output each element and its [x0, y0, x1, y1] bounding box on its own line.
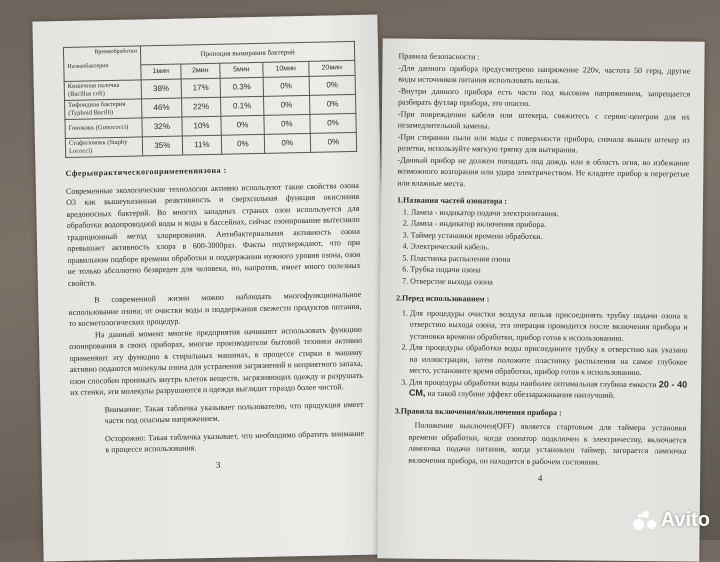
- kill-rate-cell: 0%: [310, 132, 357, 152]
- safety-text: -Для данного прибора предусмотрено напряжение 220v, частота 50 герц, другие виды источников питания использовать нельзя. -Внутри данного прибора есть части под высоким напряжением, запрещается разбирать футляр прибора, это опасно. -При повреждении кабеля или штекера, свяжитесь с сервис-центром для их незамедлительной замены. -При стирании пыли или воды с поверхности прибора, сначала выньте штекер из розетки, используйте мягкую тряпку для вытирания. -Данный прибор не должен попадать под дождь или в область огня, во избежание возможного возгорания или удара электричеством. Не кладите прибор в перегретые или влажные места.: [397, 62, 691, 188]
- onoff-text: Положение выключен(OFF) является стартовым для таймера установки времени обработки, когда озонатор подключен к электричеству, включается лампочка подачи питания, когда установлен таймер, загорается лампочка включения прибора, он находится в рабочем состоянии.: [408, 420, 687, 467]
- kill-rate-cell: 0.3%: [220, 77, 263, 97]
- kill-rate-cell: 0%: [264, 114, 311, 134]
- part-item: 5. Пластинка распыления озона: [410, 252, 688, 266]
- part-item: 6. Трубка подачи озона: [410, 264, 688, 278]
- before-item: 2. Для процедуры обработки воды присоедините трубку к отверстию как указано на иллюстрации, затем положите пластинку распыления на самое глубокое место, установите время обработки, прибор готов к использованию.: [409, 342, 687, 379]
- kill-rate-cell: 38%: [141, 79, 181, 99]
- page-number: 3: [215, 459, 221, 470]
- kill-rate-cell: 10%: [181, 116, 221, 136]
- page-number: 4: [537, 472, 543, 484]
- kill-rate-cell: 0%: [264, 133, 311, 153]
- column-header: 10мин: [262, 61, 308, 77]
- column-header: 1мин: [141, 64, 181, 80]
- kill-rate-cell: 17%: [181, 78, 221, 98]
- column-header: 20мин: [309, 60, 355, 76]
- safety-title: Правила безопасности :: [398, 51, 480, 62]
- warning-note: Внимание: Такая табличка указывает пользователю, что продукция имеет части под опасным напряжением.: [104, 399, 364, 426]
- paragraph-1: Современные экологические технологии активно используют такие свойства озона O3 как вышеуказанная реактивность и сверхсильная функция окисления вредоносных бактерий. Во многих западных странах озон используется для обработки водопроводной воды и воды в бассейнах, сейчас озонирование вытеснило традиционный метод хлорирования. Антибактериальная активность озона превышает активность хлора в 600-3000раз. Факты подтверждают, что при правильном подборе времени обработки и поддержании нужного уровня озона, озон не только абсолютно безвреден для человека, но, напротив, имеет много полезных свойств.: [65, 180, 361, 288]
- kill-rate-cell: 0.1%: [221, 96, 264, 116]
- safety-rules: [397, 50, 690, 191]
- avito-watermark: [633, 509, 710, 532]
- part-item: 2. Лампа - индикатор включения прибора.: [411, 218, 689, 232]
- paragraph-2: В современной жизни можно наблюдать многофункциональное использование озона; от очистки воды и поддержания свежести продуктов питания, то косметологических процедур.: [68, 289, 362, 328]
- caution-note: Осторожно: Такая табличка указывает, что необходимо обратить внимание в процессе использования.: [105, 428, 365, 455]
- kill-rate-cell: 46%: [142, 98, 182, 118]
- left-page: [32, 14, 388, 561]
- paragraph-3: На данный момент многие предприятия начинают использовать функцию озонирования в своих приборах, многие производители бытовой техники активно применяют эту функцию в стиральных машинах, в процессе стирки в машину активно подаются молекулы озона для устранения загрязнений и неприятного запаха, озон способен проникать внутрь клеток веществ, загрязняющих одежду и разрушать их стенки, эти молекулы разрушаются и одежда выглядит гораздо более чистой.: [69, 324, 363, 397]
- kill-rate-cell: 35%: [142, 136, 182, 156]
- kill-rate-cell: 11%: [182, 135, 222, 155]
- group-header: Пропоция вымирания бактерий: [140, 41, 354, 64]
- before-list: [395, 307, 688, 402]
- avito-text: Avito: [660, 509, 710, 531]
- bacteria-name: Кишечная палочка (Bacillus coli): [64, 80, 141, 101]
- section-heading: Сферыпрактическогоприменениязона :: [65, 165, 227, 179]
- bacteria-name: Гонококк (Gonococci): [65, 118, 142, 139]
- kill-rate-cell: 0%: [221, 115, 264, 135]
- kill-rate-cell: 0%: [263, 76, 310, 96]
- before-item: 1. Для процедуры очистки воздуха нельзя присоединять трубку подачи озона к отверстию выхода озона, эта операция проводится после включения прибора и установки времени обработки, прибор готов к использованию.: [410, 307, 688, 344]
- onoff-title: 3.Правила включения/выключения прибора :: [394, 405, 562, 417]
- parts-list: [396, 206, 689, 290]
- kill-rate-cell: 0%: [309, 75, 356, 95]
- bacteria-table: [63, 41, 357, 158]
- kill-rate-cell: 0%: [221, 134, 264, 154]
- bacteria-name: Тифоидная бактерия (Typhoid Bacilli): [65, 99, 142, 120]
- bacteria-name: Стафилококк (Staphy Lococci): [65, 137, 142, 158]
- kill-rate-cell: 0%: [309, 94, 356, 114]
- before-text: на такой глубине эффект обеззараживания наилучший.: [427, 388, 615, 400]
- right-page: [377, 38, 704, 561]
- part-item: 4. Электрический кабель.: [410, 241, 688, 255]
- before-text: Для процедуры обработки воды наиболее оптимальная глубина емкости: [409, 377, 657, 389]
- kill-rate-cell: 0%: [263, 95, 310, 115]
- parts-title: 1.Названия частей озонатора :: [396, 195, 508, 206]
- before-item: [409, 376, 687, 402]
- corner-top: Времяобработки: [94, 48, 138, 56]
- corner-bottom: Названбактерии: [67, 63, 109, 70]
- kill-rate-cell: 22%: [181, 97, 221, 117]
- table-corner: [63, 46, 141, 82]
- kill-rate-cell: 32%: [142, 117, 182, 137]
- part-item: 3. Таймер установки времени обработки.: [411, 229, 689, 243]
- depth-value: 20 - 40 СМ,: [408, 378, 688, 398]
- part-item: 7. Отверстие выхода озона: [410, 275, 688, 289]
- before-title: 2.Перед использованием :: [395, 293, 490, 304]
- column-header: 2мин: [180, 63, 220, 79]
- part-item: 1. Лампа - индикатор подачи электропитания.: [411, 206, 689, 220]
- column-header: 5мин: [220, 62, 263, 78]
- avito-logo-icon: [633, 511, 657, 531]
- kill-rate-cell: 0%: [310, 113, 357, 133]
